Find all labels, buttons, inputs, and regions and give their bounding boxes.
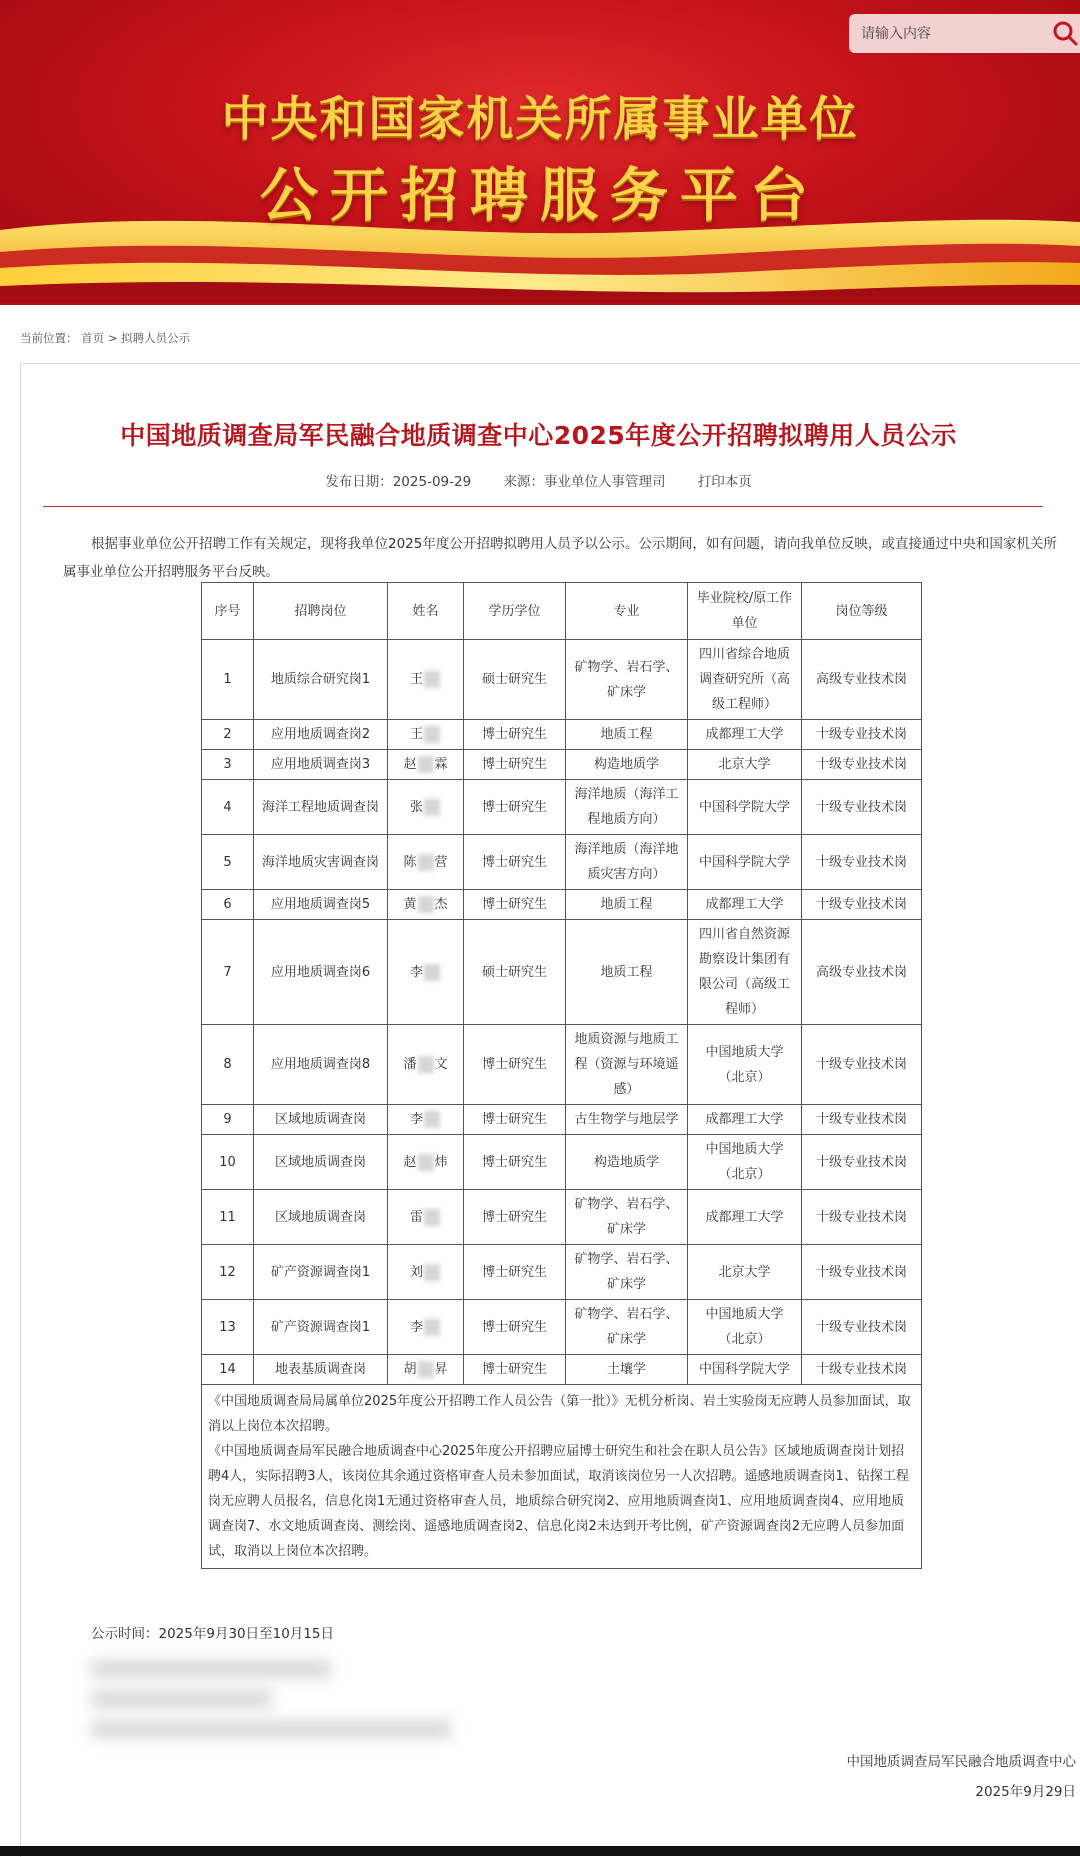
cell-no: 1 bbox=[202, 640, 254, 720]
cell-major: 构造地质学 bbox=[566, 750, 688, 780]
redacted-name-block bbox=[424, 1264, 440, 1281]
footer-organization: 中国地质调查局军民融合地质调查中心 bbox=[846, 1754, 1076, 1770]
cell-post: 海洋工程地质调查岗 bbox=[254, 780, 388, 835]
cell-degree: 博士研究生 bbox=[464, 1355, 566, 1385]
cell-school: 成都理工大学 bbox=[688, 720, 802, 750]
cell-level: 高级专业技术岗 bbox=[802, 640, 922, 720]
cell-post: 应用地质调查岗5 bbox=[254, 890, 388, 920]
cell-school: 中国科学院大学 bbox=[688, 835, 802, 890]
table-row bbox=[202, 1135, 922, 1190]
cell-major: 海洋地质（海洋地质灾害方向） bbox=[566, 835, 688, 890]
cell-post: 应用地质调查岗8 bbox=[254, 1025, 388, 1105]
cell-degree: 硕士研究生 bbox=[464, 920, 566, 1025]
table-row bbox=[202, 890, 922, 920]
name-surname: 陈 bbox=[403, 854, 417, 870]
cell-school: 北京大学 bbox=[688, 750, 802, 780]
redacted-contact-line bbox=[91, 1690, 271, 1708]
table-row bbox=[202, 780, 922, 835]
cell-no: 10 bbox=[202, 1135, 254, 1190]
cell-level: 十级专业技术岗 bbox=[802, 835, 922, 890]
cell-level: 十级专业技术岗 bbox=[802, 1025, 922, 1105]
breadcrumb-prefix: 当前位置： bbox=[20, 331, 78, 345]
table-notes-row bbox=[202, 1385, 922, 1569]
banner-divider bbox=[0, 303, 1080, 305]
cell-school: 成都理工大学 bbox=[688, 1190, 802, 1245]
table-row bbox=[202, 920, 922, 1025]
cell-major: 土壤学 bbox=[566, 1355, 688, 1385]
cell-level: 十级专业技术岗 bbox=[802, 780, 922, 835]
cell-degree: 博士研究生 bbox=[464, 1300, 566, 1355]
cell-no: 12 bbox=[202, 1245, 254, 1300]
content-panel bbox=[20, 363, 1080, 1857]
cell-name bbox=[388, 1190, 464, 1245]
redacted-name-block bbox=[424, 964, 440, 981]
redacted-name-block bbox=[418, 1361, 434, 1378]
redacted-contact-line bbox=[91, 1660, 331, 1678]
col-header-no: 序号 bbox=[202, 583, 254, 640]
cell-major: 地质工程 bbox=[566, 890, 688, 920]
cell-post: 矿产资源调查岗1 bbox=[254, 1300, 388, 1355]
note-paragraph-1: 《中国地质调查局局属单位2025年度公开招聘工作人员公告（第一批）》无机分析岗、岩土实验岗无应聘人员参加面试，取消以上岗位本次招聘。 bbox=[208, 1394, 911, 1434]
redacted-name-block bbox=[418, 854, 434, 871]
table-row bbox=[202, 1355, 922, 1385]
cell-level: 十级专业技术岗 bbox=[802, 1355, 922, 1385]
cell-no: 14 bbox=[202, 1355, 254, 1385]
col-header-degree: 学历学位 bbox=[464, 583, 566, 640]
name-surname: 李 bbox=[409, 1319, 423, 1335]
cell-post: 区域地质调查岗 bbox=[254, 1135, 388, 1190]
col-header-major: 专业 bbox=[566, 583, 688, 640]
breadcrumb-current-link[interactable]: 拟聘人员公示 bbox=[121, 331, 191, 345]
table-notes bbox=[202, 1385, 922, 1569]
cell-school: 四川省综合地质调查研究所（高级工程师） bbox=[688, 640, 802, 720]
redacted-name-block bbox=[418, 1056, 434, 1073]
cell-no: 4 bbox=[202, 780, 254, 835]
name-given: 昇 bbox=[434, 1362, 448, 1377]
search-box bbox=[849, 14, 1080, 53]
table-row bbox=[202, 1300, 922, 1355]
cell-no: 5 bbox=[202, 835, 254, 890]
cell-level: 十级专业技术岗 bbox=[802, 750, 922, 780]
intro-paragraph: 根据事业单位公开招聘工作有关规定，现将我单位2025年度公开招聘拟聘用人员予以公示。公示期间，如有问题，请向我单位反映，或直接通过中央和国家机关所属事业单位公开招聘服务平台反映。 bbox=[63, 536, 1057, 580]
cell-name bbox=[388, 1300, 464, 1355]
cell-no: 8 bbox=[202, 1025, 254, 1105]
table-row bbox=[202, 720, 922, 750]
table-row bbox=[202, 750, 922, 780]
bottom-edge bbox=[0, 1846, 1080, 1856]
cell-post: 区域地质调查岗 bbox=[254, 1105, 388, 1135]
cell-no: 11 bbox=[202, 1190, 254, 1245]
banner-title-line1: 中央和国家机关所属事业单位 bbox=[221, 92, 859, 147]
source-label: 来源： bbox=[503, 474, 544, 490]
breadcrumb bbox=[20, 330, 190, 346]
cell-major: 矿物学、岩石学、矿床学 bbox=[566, 640, 688, 720]
breadcrumb-home-link[interactable]: 首页 bbox=[81, 331, 105, 345]
cell-school: 北京大学 bbox=[688, 1245, 802, 1300]
cell-degree: 博士研究生 bbox=[464, 890, 566, 920]
name-surname: 黄 bbox=[403, 897, 417, 912]
candidates-table bbox=[201, 582, 922, 1569]
cell-name bbox=[388, 1105, 464, 1135]
name-surname: 李 bbox=[409, 1112, 423, 1127]
col-header-school: 毕业院校/原工作单位 bbox=[688, 583, 802, 640]
cell-degree: 博士研究生 bbox=[464, 835, 566, 890]
cell-degree: 博士研究生 bbox=[464, 780, 566, 835]
cell-level: 十级专业技术岗 bbox=[802, 720, 922, 750]
redacted-name-block bbox=[424, 1209, 440, 1226]
cell-school: 四川省自然资源勘察设计集团有限公司（高级工程师） bbox=[688, 920, 802, 1025]
name-given: 文 bbox=[434, 1057, 448, 1072]
cell-school: 中国地质大学（北京） bbox=[688, 1025, 802, 1105]
cell-degree: 博士研究生 bbox=[464, 1245, 566, 1300]
article-source bbox=[503, 474, 665, 490]
redacted-name-block bbox=[424, 726, 440, 743]
cell-post: 海洋地质灾害调查岗 bbox=[254, 835, 388, 890]
cell-name bbox=[388, 640, 464, 720]
name-surname: 王 bbox=[409, 727, 423, 742]
cell-name bbox=[388, 750, 464, 780]
cell-school: 中国地质大学（北京） bbox=[688, 1135, 802, 1190]
col-header-name: 姓名 bbox=[388, 583, 464, 640]
cell-level: 十级专业技术岗 bbox=[802, 1245, 922, 1300]
table-row bbox=[202, 1105, 922, 1135]
name-surname: 雷 bbox=[409, 1209, 423, 1225]
cell-name bbox=[388, 1355, 464, 1385]
cell-degree: 博士研究生 bbox=[464, 1135, 566, 1190]
cell-name bbox=[388, 1025, 464, 1105]
cell-name bbox=[388, 780, 464, 835]
cell-level: 高级专业技术岗 bbox=[802, 920, 922, 1025]
table-header-row bbox=[202, 583, 922, 640]
cell-major: 海洋地质（海洋工程地质方向） bbox=[566, 780, 688, 835]
cell-no: 3 bbox=[202, 750, 254, 780]
redacted-name-block bbox=[418, 1154, 434, 1171]
cell-name bbox=[388, 720, 464, 750]
cell-no: 13 bbox=[202, 1300, 254, 1355]
cell-post: 地表基质调查岗 bbox=[254, 1355, 388, 1385]
cell-school: 中国科学院大学 bbox=[688, 780, 802, 835]
cell-name bbox=[388, 1245, 464, 1300]
cell-post: 地质综合研究岗1 bbox=[254, 640, 388, 720]
search-input[interactable] bbox=[859, 19, 1043, 49]
table-row bbox=[202, 835, 922, 890]
cell-no: 2 bbox=[202, 720, 254, 750]
cell-degree: 博士研究生 bbox=[464, 1025, 566, 1105]
source-value: 事业单位人事管理司 bbox=[543, 474, 666, 490]
redacted-contact-line bbox=[91, 1720, 451, 1738]
cell-major: 矿物学、岩石学、矿床学 bbox=[566, 1190, 688, 1245]
name-given: 营 bbox=[434, 854, 448, 870]
name-surname: 赵 bbox=[403, 1154, 417, 1170]
notice-period: 公示时间：2025年9月30日至10月15日 bbox=[91, 1626, 334, 1642]
cell-major: 地质工程 bbox=[566, 920, 688, 1025]
banner-title-line2: 公开招聘服务平台 bbox=[259, 161, 820, 229]
cell-post: 应用地质调查岗2 bbox=[254, 720, 388, 750]
cell-post: 区域地质调查岗 bbox=[254, 1190, 388, 1245]
site-banner bbox=[0, 0, 1080, 305]
table-row bbox=[202, 640, 922, 720]
cell-level: 十级专业技术岗 bbox=[802, 890, 922, 920]
publish-date bbox=[325, 474, 471, 490]
name-surname: 张 bbox=[409, 799, 423, 815]
cell-no: 9 bbox=[202, 1105, 254, 1135]
note-paragraph-2: 《中国地质调查局军民融合地质调查中心2025年度公开招聘应届博士研究生和社会在职人员公告》区域地质调查岗计划招聘4人，实际招聘3人，该岗位其余通过资格审查人员未参加面试，取消该岗位另一人次招聘。遥感地质调查岗1、钻探工程岗无应聘人员报名，信息化岗1无通过资格审查人员，地质综合研究岗2、应用地质调查岗1、应用地质调查岗4、应用地质调查岗7、水文地质调查岗、测绘岗、遥感地质调查岗2、信息化岗2未达到开考比例，矿产资源调查岗2无应聘人员参加面试，取消以上岗位本次招聘。 bbox=[208, 1444, 909, 1559]
cell-name bbox=[388, 920, 464, 1025]
name-surname: 王 bbox=[409, 672, 423, 687]
cell-level: 十级专业技术岗 bbox=[802, 1135, 922, 1190]
cell-degree: 博士研究生 bbox=[464, 720, 566, 750]
name-surname: 刘 bbox=[409, 1264, 423, 1280]
title-divider bbox=[43, 506, 1043, 507]
name-given: 炜 bbox=[434, 1154, 448, 1170]
cell-level: 十级专业技术岗 bbox=[802, 1190, 922, 1245]
col-header-level: 岗位等级 bbox=[802, 583, 922, 640]
cell-no: 7 bbox=[202, 920, 254, 1025]
cell-level: 十级专业技术岗 bbox=[802, 1105, 922, 1135]
cell-degree: 博士研究生 bbox=[464, 1105, 566, 1135]
cell-school: 中国科学院大学 bbox=[688, 1355, 802, 1385]
cell-major: 古生物学与地层学 bbox=[566, 1105, 688, 1135]
cell-school: 中国地质大学（北京） bbox=[688, 1300, 802, 1355]
name-surname: 潘 bbox=[403, 1057, 417, 1072]
publish-date-label: 发布日期： bbox=[325, 474, 393, 490]
table-row bbox=[202, 1025, 922, 1105]
article-meta bbox=[21, 470, 1056, 490]
table-row bbox=[202, 1190, 922, 1245]
name-surname: 李 bbox=[409, 964, 423, 980]
cell-level: 十级专业技术岗 bbox=[802, 1300, 922, 1355]
cell-post: 矿产资源调查岗1 bbox=[254, 1245, 388, 1300]
redacted-name-block bbox=[418, 896, 434, 913]
redacted-name-block bbox=[424, 671, 440, 688]
cell-name bbox=[388, 890, 464, 920]
cell-name bbox=[388, 835, 464, 890]
cell-post: 应用地质调查岗6 bbox=[254, 920, 388, 1025]
cell-major: 地质资源与地质工程（资源与环境遥感） bbox=[566, 1025, 688, 1105]
redacted-name-block bbox=[424, 1319, 440, 1336]
cell-no: 6 bbox=[202, 890, 254, 920]
breadcrumb-separator: > bbox=[107, 331, 118, 345]
name-given: 霖 bbox=[434, 757, 448, 772]
cell-degree: 博士研究生 bbox=[464, 1190, 566, 1245]
name-surname: 胡 bbox=[403, 1362, 417, 1377]
print-page-link[interactable]: 打印本页 bbox=[697, 474, 752, 490]
cell-school: 成都理工大学 bbox=[688, 1105, 802, 1135]
cell-major: 矿物学、岩石学、矿床学 bbox=[566, 1300, 688, 1355]
footer-date: 2025年9月29日 bbox=[975, 1784, 1076, 1800]
col-header-post: 招聘岗位 bbox=[254, 583, 388, 640]
cell-major: 地质工程 bbox=[566, 720, 688, 750]
redacted-name-block bbox=[418, 756, 434, 773]
search-icon[interactable] bbox=[1052, 20, 1078, 46]
cell-name bbox=[388, 1135, 464, 1190]
cell-degree: 硕士研究生 bbox=[464, 640, 566, 720]
article-title: 中国地质调查局军民融合地质调查中心2025年度公开招聘拟聘用人员公示 bbox=[120, 421, 957, 450]
cell-major: 矿物学、岩石学、矿床学 bbox=[566, 1245, 688, 1300]
cell-school: 成都理工大学 bbox=[688, 890, 802, 920]
cell-major: 构造地质学 bbox=[566, 1135, 688, 1190]
name-given: 杰 bbox=[434, 897, 448, 912]
cell-degree: 博士研究生 bbox=[464, 750, 566, 780]
cell-post: 应用地质调查岗3 bbox=[254, 750, 388, 780]
redacted-name-block bbox=[424, 799, 440, 816]
redacted-name-block bbox=[424, 1111, 440, 1128]
name-surname: 赵 bbox=[403, 757, 417, 772]
publish-date-value: 2025-09-29 bbox=[392, 474, 472, 490]
table-row bbox=[202, 1245, 922, 1300]
